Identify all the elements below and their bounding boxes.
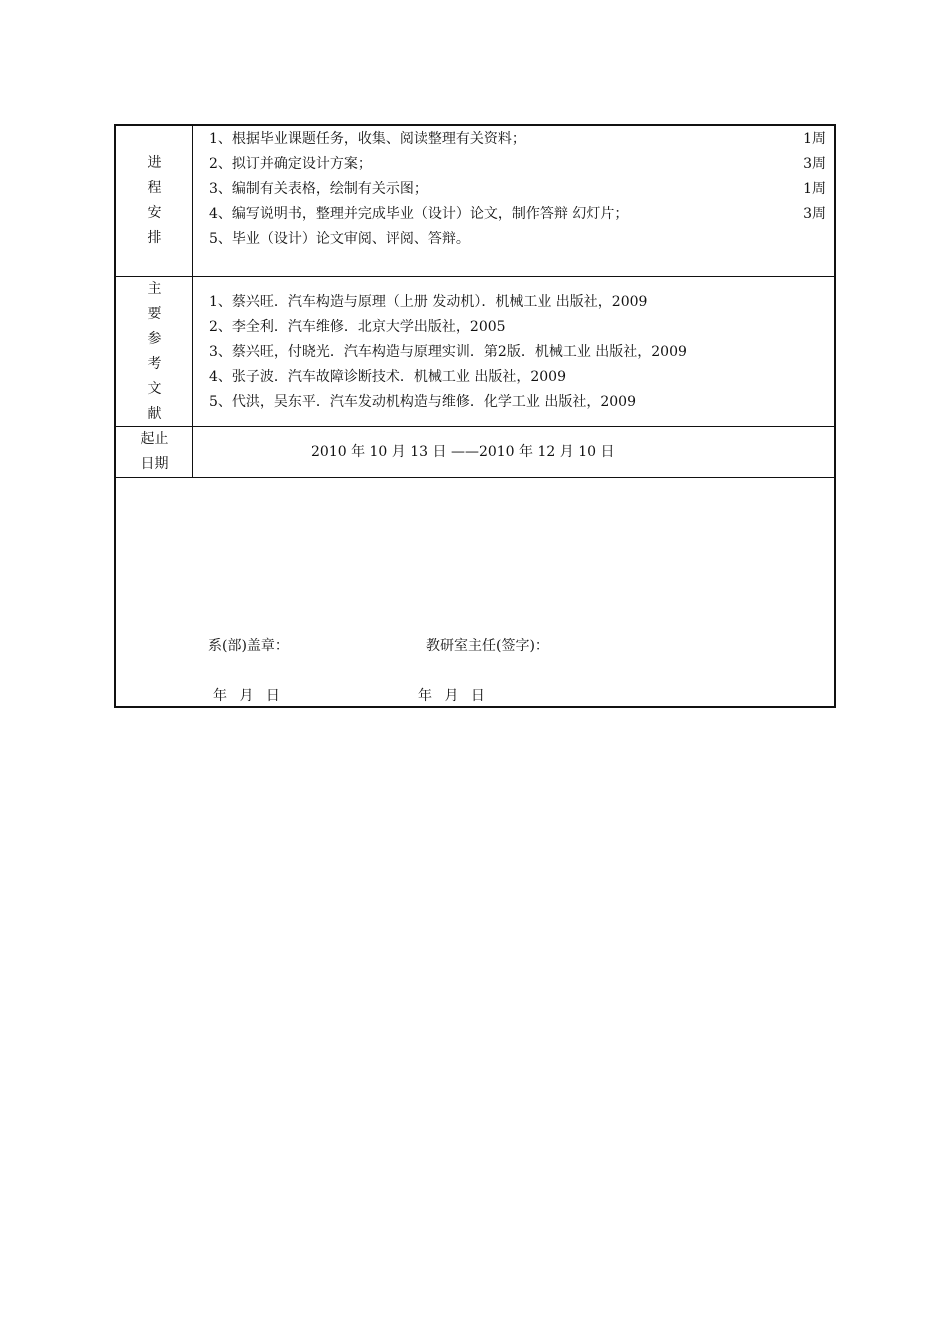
dates-content — [193, 427, 834, 477]
reference-item: 2、李全利．汽车维修．北京大学出版社，2005 — [209, 319, 506, 335]
dates-label-cell — [116, 427, 193, 477]
schedule-label-char: 程 — [147, 180, 162, 196]
schedule-item-text: 4、编写说明书，整理并完成毕业（设计）论文，制作答辩 幻灯片； — [209, 206, 629, 222]
reference-item: 5、代洪，吴东平．汽车发动机构造与维修．化学工业 出版社，2009 — [209, 394, 636, 410]
references-label-char: 文 — [147, 381, 162, 397]
dates-label-line: 起止 — [140, 431, 169, 447]
schedule-item-duration: 3周 — [803, 206, 826, 222]
signature-area — [116, 478, 834, 708]
references-label-char: 要 — [147, 306, 162, 322]
schedule-item — [209, 127, 826, 152]
schedule-row — [116, 126, 834, 277]
stamp-date: 年 月 日 — [213, 688, 280, 704]
director-date: 年 月 日 — [418, 688, 485, 704]
schedule-content — [193, 126, 834, 276]
schedule-item-duration: 1周 — [803, 181, 826, 197]
date-range: 2010 年 10 月 13 日 ——2010 年 12 月 10 日 — [311, 444, 615, 460]
schedule-item — [209, 202, 826, 227]
reference-item: 1、蔡兴旺．汽车构造与原理（上册 发动机）．机械工业 出版社，2009 — [209, 294, 648, 310]
references-label-char: 献 — [147, 406, 162, 422]
references-row — [116, 277, 834, 427]
department-stamp-label: 系(部)盖章： — [208, 638, 289, 654]
director-signature-label: 教研室主任(签字)： — [426, 638, 549, 654]
reference-item: 4、张子波．汽车故障诊断技术．机械工业 出版社，2009 — [209, 369, 566, 385]
dates-label-line: 日期 — [140, 456, 169, 472]
schedule-item-text: 2、拟订并确定设计方案； — [209, 156, 372, 172]
schedule-item — [209, 152, 826, 177]
schedule-label-char: 安 — [147, 205, 162, 221]
schedule-label-cell — [116, 126, 193, 276]
schedule-item-text: 3、编制有关表格，绘制有关示图； — [209, 181, 428, 197]
dates-row — [116, 427, 834, 478]
schedule-item-text: 5、毕业（设计）论文审阅、评阅、答辩。 — [209, 231, 470, 247]
references-label-char: 参 — [147, 331, 162, 347]
schedule-item — [209, 177, 826, 202]
schedule-item-text: 1、根据毕业课题任务，收集、阅读整理有关资料； — [209, 131, 526, 147]
task-form-table — [114, 124, 836, 708]
schedule-item — [209, 227, 826, 252]
schedule-label-char: 排 — [147, 230, 162, 246]
references-label-cell — [116, 277, 193, 426]
reference-item: 3、蔡兴旺，付晓光．汽车构造与原理实训．第2版．机械工业 出版社，2009 — [209, 344, 687, 360]
references-label-char: 考 — [147, 356, 162, 372]
schedule-item-duration: 3周 — [803, 156, 826, 172]
schedule-label-char: 进 — [147, 155, 162, 171]
schedule-item-duration: 1周 — [803, 131, 826, 147]
references-label-char: 主 — [147, 281, 162, 297]
references-content — [193, 277, 834, 426]
